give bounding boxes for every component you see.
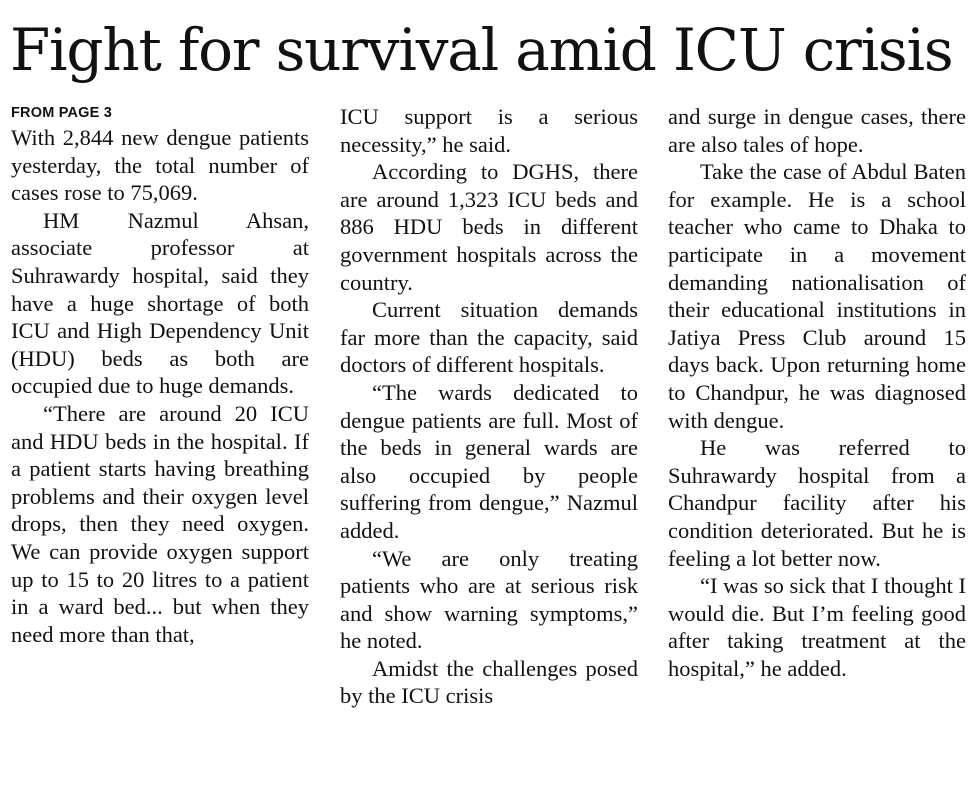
article-column-1 (11, 103, 309, 783)
paragraph: “The wards dedicated to dengue patients are full. Most of the beds in general wards are also occupied by people suffering from dengue,” Nazmul added. (340, 379, 638, 543)
paragraph: Current situation demands far more than the capacity, said doctors of different hospitals. (340, 297, 638, 378)
article-column-3 (668, 103, 966, 783)
paragraph: “I was so sick that I thought I would die. But I’m feeling good after taking treatment at the hospital,” he added. (668, 573, 966, 681)
kicker-from-page: FROM PAGE 3 (11, 105, 113, 121)
paragraph: and surge in dengue cases, there are also tales of hope. (668, 104, 966, 157)
paragraph: With 2,844 new dengue patients yesterday, the total number of cases rose to 75,069. (11, 125, 309, 206)
paragraph: ICU support is a serious necessity,” he said. (340, 104, 638, 157)
paragraph: Take the case of Abdul Baten for example. He is a school teacher who came to Dhaka to participate in a movement demanding nationalisation of their educational institutions in Jatiya Press Club around 15 days back. Upon returning home to Chandpur, he was diagnosed with dengue. (668, 159, 966, 433)
paragraph: “There are around 20 ICU and HDU beds in the hospital. If a patient starts having breathing problems and their oxygen level drops, then they need oxygen. We can provide oxygen support up to 15 to 20 litres to a patient in a ward bed... but when they need more than that, (11, 400, 309, 647)
paragraph: Amidst the challenges posed by the ICU crisis (340, 655, 638, 709)
paragraph: “We are only treating patients who are at serious risk and show warning symptoms,” he noted. (340, 545, 638, 654)
paragraph: According to DGHS, there are around 1,323 ICU beds and 886 HDU beds in different government hospitals across the country. (340, 159, 638, 295)
paragraph: HM Nazmul Ahsan, associate professor at Suhrawardy hospital, said they have a huge shortage of both ICU and High Dependency Unit (HDU) beds as both are occupied due to huge demands. (11, 207, 309, 399)
paragraph: He was referred to Suhrawardy hospital from a Chandpur facility after his condition deteriorated. But he is feeling a lot better now. (668, 435, 966, 571)
headline: Fight for survival amid ICU crisis (10, 16, 953, 84)
article-column-2 (340, 103, 638, 783)
